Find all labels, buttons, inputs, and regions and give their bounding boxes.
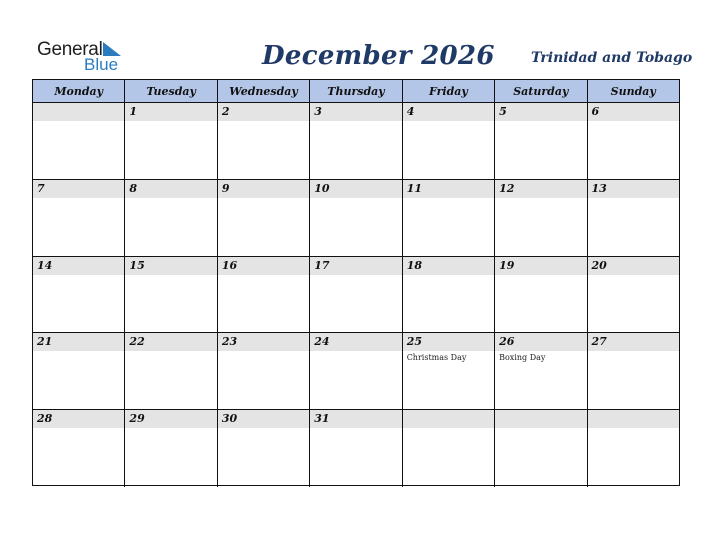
day-cell	[218, 180, 310, 256]
day-cell	[403, 180, 495, 256]
day-number-band	[310, 103, 401, 121]
day-cell	[495, 410, 587, 487]
day-number: 16	[221, 258, 238, 272]
day-cell	[588, 103, 679, 179]
day-number-band	[495, 410, 586, 428]
day-number: 31	[314, 412, 330, 426]
day-number: 17	[314, 258, 330, 272]
day-number-band	[310, 333, 401, 351]
weekday-header: Tuesday	[125, 80, 217, 102]
day-cell	[495, 257, 587, 333]
day-number-band	[218, 333, 309, 351]
day-cell	[310, 410, 402, 487]
weekday-header: Sunday	[588, 80, 679, 102]
day-cell	[403, 103, 495, 179]
day-number-band	[218, 103, 309, 121]
day-number: 25	[406, 335, 422, 349]
day-number: 18	[406, 258, 422, 272]
day-cell	[218, 410, 310, 487]
day-number-band	[125, 257, 216, 275]
weekday-header: Thursday	[310, 80, 402, 102]
day-cell	[33, 410, 125, 487]
day-number-band	[33, 333, 124, 351]
week-row	[33, 103, 679, 180]
day-number: 26	[499, 335, 515, 349]
day-cell	[310, 180, 402, 256]
day-number: 11	[406, 181, 422, 195]
day-number-band	[218, 410, 309, 428]
week-row	[33, 333, 679, 410]
day-number: 27	[591, 335, 607, 349]
day-number: 20	[591, 258, 607, 272]
day-number: 10	[314, 181, 330, 195]
day-number: 12	[499, 181, 515, 195]
day-number: 15	[129, 258, 145, 272]
day-cell	[403, 410, 495, 487]
day-number: 30	[221, 412, 238, 426]
logo-text-blue: Blue	[84, 55, 119, 74]
day-number: 6	[591, 105, 600, 118]
holiday-label: Christmas Day	[406, 353, 467, 363]
day-cell	[310, 103, 402, 179]
day-cell	[33, 103, 125, 179]
day-cell	[588, 257, 679, 333]
day-cell	[403, 257, 495, 333]
week-row	[33, 257, 679, 334]
day-cell	[33, 333, 125, 409]
day-number-band	[33, 103, 124, 121]
generalblue-logo	[37, 40, 127, 74]
day-number-band	[495, 257, 586, 275]
day-number: 9	[221, 181, 230, 195]
day-number-band	[125, 333, 216, 351]
day-number-band	[125, 180, 216, 198]
day-number-band	[588, 103, 679, 121]
day-number: 13	[591, 181, 607, 195]
day-cell	[125, 103, 217, 179]
calendar-grid	[32, 79, 680, 486]
day-number: 22	[129, 335, 145, 349]
logo-text-general: General	[37, 39, 103, 60]
weekday-header: Saturday	[495, 80, 587, 102]
day-number-band	[310, 257, 401, 275]
day-cell	[588, 180, 679, 256]
day-number-band	[588, 410, 679, 428]
day-number: 14	[37, 258, 53, 272]
weekday-header: Friday	[403, 80, 495, 102]
day-number: 2	[221, 105, 230, 118]
week-row	[33, 180, 679, 257]
day-number: 4	[406, 105, 415, 118]
day-number: 8	[129, 181, 138, 195]
day-cell	[588, 410, 679, 487]
day-number: 5	[499, 105, 507, 118]
weekday-header-row	[33, 80, 679, 103]
day-number-band	[403, 180, 494, 198]
day-number-band	[588, 333, 679, 351]
day-cell	[403, 333, 495, 409]
day-number-band	[33, 410, 124, 428]
weekday-header: Wednesday	[218, 80, 310, 102]
day-number: 28	[37, 412, 53, 426]
day-cell	[125, 410, 217, 487]
day-cell	[495, 180, 587, 256]
day-cell	[218, 333, 310, 409]
day-cell	[125, 180, 217, 256]
week-row	[33, 410, 679, 487]
day-number: 24	[314, 335, 330, 349]
day-number-band	[33, 180, 124, 198]
day-number-band	[588, 257, 679, 275]
day-number-band	[403, 333, 494, 351]
day-cell	[125, 257, 217, 333]
holiday-label: Boxing Day	[499, 353, 546, 363]
day-number-band	[495, 333, 586, 351]
day-number-band	[310, 410, 401, 428]
day-number: 29	[129, 412, 145, 426]
day-number: 19	[499, 258, 515, 272]
day-number-band	[588, 180, 679, 198]
day-number-band	[218, 180, 309, 198]
day-number-band	[125, 410, 216, 428]
day-cell	[588, 333, 679, 409]
day-number: 21	[37, 335, 53, 349]
weekday-header: Monday	[33, 80, 125, 102]
day-number: 1	[129, 105, 138, 118]
day-number-band	[218, 257, 309, 275]
day-cell	[218, 257, 310, 333]
day-number-band	[125, 103, 216, 121]
day-number-band	[403, 257, 494, 275]
day-cell	[495, 103, 587, 179]
calendar-title: December 2026	[262, 41, 495, 71]
day-number-band	[495, 180, 586, 198]
day-number-band	[495, 103, 586, 121]
day-cell	[495, 333, 587, 409]
country-name: Trinidad and Tobago	[531, 50, 693, 66]
day-cell	[33, 180, 125, 256]
day-number: 23	[221, 335, 238, 349]
day-cell	[310, 257, 402, 333]
day-cell	[218, 103, 310, 179]
day-number-band	[403, 410, 494, 428]
day-number-band	[33, 257, 124, 275]
day-number-band	[310, 180, 401, 198]
weeks-container	[33, 103, 679, 487]
day-cell	[310, 333, 402, 409]
day-cell	[33, 257, 125, 333]
day-number-band	[403, 103, 494, 121]
day-number: 7	[37, 181, 45, 195]
day-cell	[125, 333, 217, 409]
day-number: 3	[314, 105, 322, 118]
